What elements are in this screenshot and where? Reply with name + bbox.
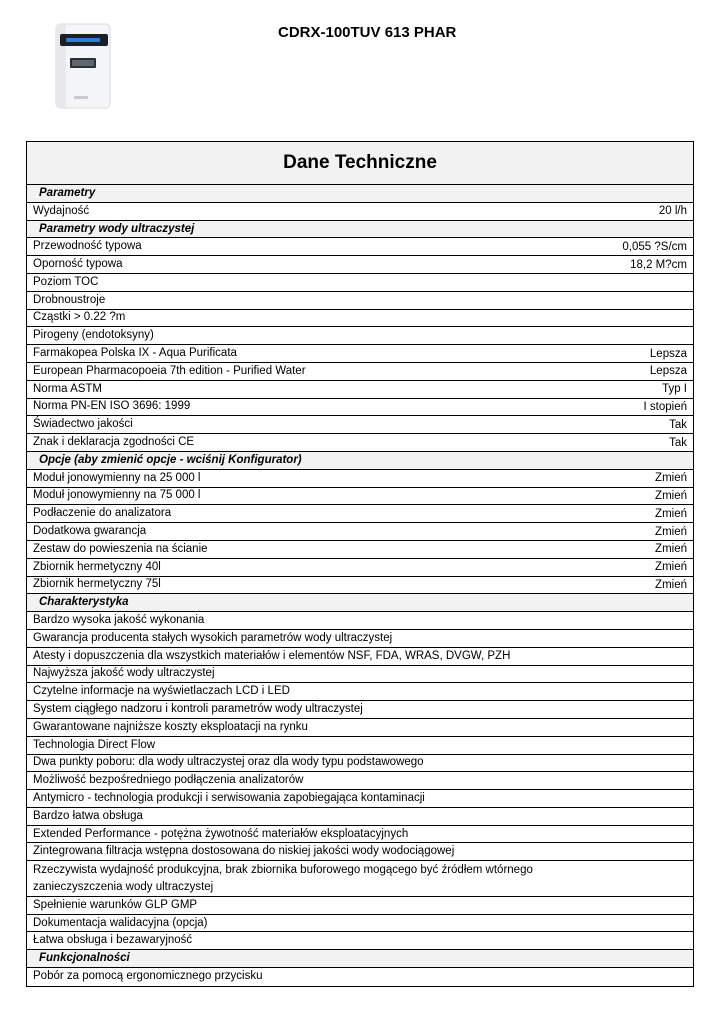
table-row — [27, 915, 693, 933]
row-value: Zmień — [655, 578, 687, 591]
table-row — [27, 399, 693, 417]
row-label: Czytelne informacje na wyświetlaczach LCD i LED — [33, 685, 290, 698]
row-label: Atesty i dopuszczenia dla wszystkich materiałów i elementów NSF, FDA, WRAS, DVGW, PZH — [33, 649, 511, 662]
table-row — [27, 559, 693, 577]
row-label: Bardzo łatwa obsługa — [33, 809, 143, 822]
section-label: Funkcjonalności — [39, 952, 130, 965]
row-label: Rzeczywista wydajność produkcyjna, brak zbiornika buforowego mogącego być źródłem wtórnego zanieczyszczenia wody ultraczystej — [33, 864, 533, 894]
table-row — [27, 488, 693, 506]
table-row — [27, 772, 693, 790]
row-value: Zmień — [655, 543, 687, 556]
row-label: Extended Performance - potężna żywotność materiałów eksploatacyjnych — [33, 827, 409, 840]
table-row — [27, 808, 693, 826]
table-row — [27, 897, 693, 915]
table-row — [27, 238, 693, 256]
section-header — [27, 221, 693, 239]
row-value: Tak — [669, 436, 687, 449]
table-row — [27, 719, 693, 737]
row-label: Wydajność — [33, 204, 90, 217]
row-label: Zestaw do powieszenia na ścianie — [33, 542, 208, 555]
table-row — [27, 737, 693, 755]
table-row — [27, 434, 693, 452]
table-row — [27, 861, 693, 897]
table-row — [27, 416, 693, 434]
row-label: Technologia Direct Flow — [33, 738, 156, 751]
product-image — [48, 22, 116, 112]
row-label: Antymicro - technologia produkcji i serwisowania zapobiegająca kontaminacji — [33, 792, 425, 804]
row-label: Możliwość bezpośredniego podłączenia analizatorów — [33, 774, 304, 787]
row-label: Norma PN-EN ISO 3696: 1999 — [33, 400, 191, 413]
row-label: Łatwa obsługa i bezawaryjność — [33, 934, 193, 947]
row-label: Poziom TOC — [33, 275, 99, 288]
row-value: I stopień — [643, 400, 687, 413]
table-row — [27, 648, 693, 666]
table-row — [27, 203, 693, 221]
row-label: Drobnoustroje — [33, 293, 106, 306]
table-row — [27, 363, 693, 381]
table-row — [27, 826, 693, 844]
table-row — [27, 505, 693, 523]
table-row — [27, 612, 693, 630]
row-label: Podłaczenie do analizatora — [33, 507, 172, 520]
section-header — [27, 594, 693, 612]
table-row — [27, 292, 693, 310]
row-label: Zbiornik hermetyczny 40l — [33, 560, 161, 573]
table-row — [27, 755, 693, 773]
row-label: Oporność typowa — [33, 258, 123, 271]
table-row — [27, 577, 693, 595]
row-label: Świadectwo jakości — [33, 418, 133, 431]
row-label: Moduł jonowymienny na 25 000 l — [33, 471, 201, 484]
section-label: Parametry — [39, 186, 96, 199]
table-row — [27, 470, 693, 488]
row-value: Zmień — [655, 472, 687, 485]
page-title: CDRX-100TUV 613 PHAR — [278, 24, 457, 41]
table-row — [27, 381, 693, 399]
table-row — [27, 701, 693, 719]
row-label: Zbiornik hermetyczny 75l — [33, 578, 161, 591]
section-header — [27, 950, 693, 968]
row-label: Pirogeny (endotoksyny) — [33, 329, 154, 342]
table-row — [27, 666, 693, 684]
row-label: Pobór za pomocą ergonomicznego przycisku — [33, 970, 263, 983]
row-label: Dwa punkty poboru: dla wody ultraczystej oraz dla wody typu podstawowego — [33, 756, 424, 769]
row-label: Gwarantowane najniższe koszty eksploatacji na rynku — [33, 720, 308, 733]
table-row — [27, 968, 693, 986]
table-row — [27, 683, 693, 701]
table-row — [27, 630, 693, 648]
section-label: Charakterystyka — [39, 596, 129, 609]
row-label: Farmakopea Polska IX - Aqua Purificata — [33, 347, 237, 360]
row-label: System ciągłego nadzoru i kontroli parametrów wody ultraczystej — [33, 703, 363, 716]
row-label: Cząstki > 0.22 ?m — [33, 311, 126, 324]
row-label: Bardzo wysoka jakość wykonania — [33, 614, 205, 627]
row-value: Typ I — [662, 383, 687, 396]
row-value: Tak — [669, 418, 687, 431]
row-label: Przewodność typowa — [33, 240, 142, 253]
section-label: Parametry wody ultraczystej — [39, 222, 195, 235]
row-label: European Pharmacopoeia 7th edition - Purified Water — [33, 364, 306, 377]
table-body — [27, 185, 693, 986]
table-row — [27, 345, 693, 363]
table-row — [27, 310, 693, 328]
row-value: 0,055 ?S/cm — [622, 240, 687, 253]
row-label: Norma ASTM — [33, 382, 103, 395]
row-label: Dodatkowa gwarancja — [33, 525, 147, 538]
row-label: Moduł jonowymienny na 75 000 l — [33, 489, 201, 502]
row-value: Zmień — [655, 507, 687, 520]
row-value: Lepsza — [649, 365, 687, 378]
row-label: Spełnienie warunków GLP GMP — [33, 898, 198, 911]
table-row — [27, 327, 693, 345]
section-header — [27, 452, 693, 470]
row-label: Dokumentacja walidacyjna (opcja) — [33, 916, 208, 929]
table-row — [27, 541, 693, 559]
table-row — [27, 523, 693, 541]
row-value: Zmień — [655, 561, 687, 574]
row-label: Zintegrowana filtracja wstępna dostosowana do niskiej jakości wody wodociągowej — [33, 845, 455, 858]
table-heading: Dane Techniczne — [27, 142, 693, 185]
row-value: Zmień — [655, 525, 687, 538]
row-value: Zmień — [655, 489, 687, 502]
table-row — [27, 843, 693, 861]
table-row — [27, 274, 693, 292]
spec-table — [26, 141, 694, 987]
section-label: Opcje (aby zmienić opcje - wciśnij Konfigurator) — [39, 453, 302, 466]
row-value: Lepsza — [649, 347, 687, 360]
section-header — [27, 185, 693, 203]
table-row — [27, 932, 693, 950]
table-row — [27, 256, 693, 274]
row-label: Najwyższa jakość wody ultraczystej — [33, 667, 215, 680]
row-value: 18,2 M?cm — [630, 258, 687, 271]
row-label: Znak i deklaracja zgodności CE — [33, 436, 195, 449]
row-value: 20 l/h — [658, 205, 687, 218]
table-row — [27, 790, 693, 808]
row-label: Gwarancja producenta stałych wysokich parametrów wody ultraczystej — [33, 631, 393, 644]
